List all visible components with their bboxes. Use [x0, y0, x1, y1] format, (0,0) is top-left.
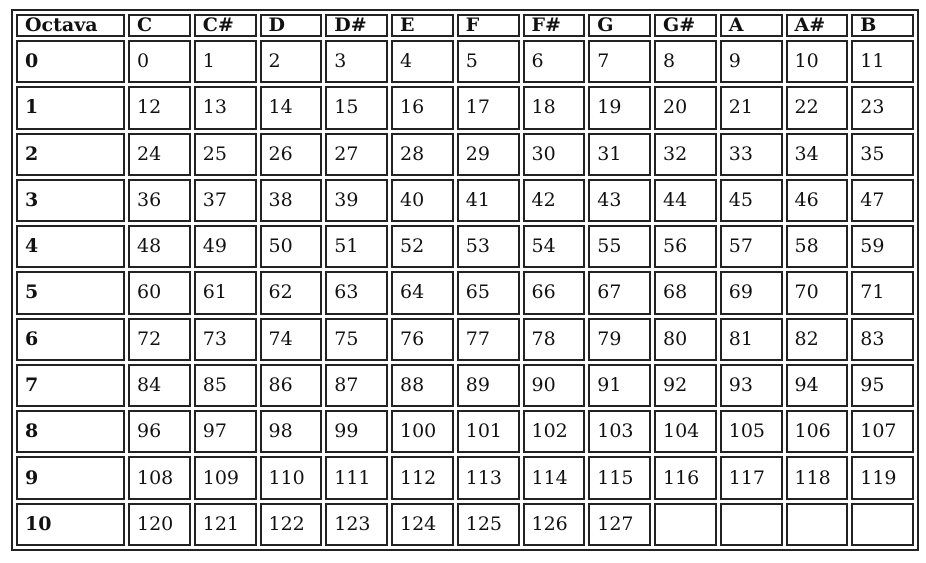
note-number-cell: 86: [260, 364, 323, 407]
table-row: [16, 40, 914, 83]
octave-cell: 4: [16, 225, 125, 268]
note-number-cell: 102: [523, 410, 586, 453]
note-number-cell: 55: [588, 225, 651, 268]
octave-cell: 0: [16, 40, 125, 83]
header-note: A: [720, 14, 783, 37]
note-number-cell: 127: [588, 503, 651, 546]
header-note: D#: [325, 14, 388, 37]
note-number-cell: 1: [194, 40, 257, 83]
note-number-cell: 40: [391, 179, 454, 222]
table-row: [16, 364, 914, 407]
note-number-cell: 61: [194, 271, 257, 314]
note-number-cell: 83: [851, 318, 914, 361]
table-row: [16, 456, 914, 499]
note-number-cell: 63: [325, 271, 388, 314]
note-number-cell: 31: [588, 133, 651, 176]
note-number-cell: 24: [128, 133, 191, 176]
note-number-cell: 111: [325, 456, 388, 499]
note-number-cell: 37: [194, 179, 257, 222]
table-row: [16, 133, 914, 176]
note-number-cell: 28: [391, 133, 454, 176]
note-number-cell: 68: [654, 271, 717, 314]
note-number-cell: 58: [786, 225, 849, 268]
note-number-cell: 41: [457, 179, 520, 222]
note-number-cell: 59: [851, 225, 914, 268]
note-number-cell: 118: [786, 456, 849, 499]
octave-cell: 5: [16, 271, 125, 314]
note-number-cell: 10: [786, 40, 849, 83]
table-row: [16, 271, 914, 314]
note-number-cell: 80: [654, 318, 717, 361]
note-number-cell: 107: [851, 410, 914, 453]
header-note: G: [588, 14, 651, 37]
octave-cell: 6: [16, 318, 125, 361]
note-number-cell: 29: [457, 133, 520, 176]
note-number-cell: 71: [851, 271, 914, 314]
note-number-cell: 117: [720, 456, 783, 499]
note-number-cell: 32: [654, 133, 717, 176]
note-number-cell: 122: [260, 503, 323, 546]
note-number-cell: 27: [325, 133, 388, 176]
note-number-cell: 104: [654, 410, 717, 453]
header-note: F: [457, 14, 520, 37]
note-number-cell: 97: [194, 410, 257, 453]
header-note: B: [851, 14, 914, 37]
header-note: C: [128, 14, 191, 37]
octave-cell: 3: [16, 179, 125, 222]
note-number-cell: 33: [720, 133, 783, 176]
note-number-cell: 49: [194, 225, 257, 268]
table-body: [16, 40, 914, 546]
note-number-cell: 21: [720, 86, 783, 129]
empty-cell: [720, 503, 783, 546]
note-number-cell: 66: [523, 271, 586, 314]
note-number-cell: 120: [128, 503, 191, 546]
note-number-cell: 114: [523, 456, 586, 499]
note-number-cell: 39: [325, 179, 388, 222]
note-number-cell: 19: [588, 86, 651, 129]
note-number-cell: 20: [654, 86, 717, 129]
note-number-cell: 14: [260, 86, 323, 129]
note-number-cell: 87: [325, 364, 388, 407]
note-number-cell: 116: [654, 456, 717, 499]
note-number-cell: 2: [260, 40, 323, 83]
table-row: [16, 179, 914, 222]
table-row: [16, 503, 914, 546]
note-number-cell: 113: [457, 456, 520, 499]
note-number-cell: 76: [391, 318, 454, 361]
note-number-cell: 12: [128, 86, 191, 129]
note-number-cell: 43: [588, 179, 651, 222]
note-number-cell: 70: [786, 271, 849, 314]
note-number-cell: 35: [851, 133, 914, 176]
note-number-cell: 62: [260, 271, 323, 314]
note-number-cell: 6: [523, 40, 586, 83]
note-number-cell: 15: [325, 86, 388, 129]
note-number-cell: 78: [523, 318, 586, 361]
note-number-cell: 44: [654, 179, 717, 222]
note-number-cell: 18: [523, 86, 586, 129]
empty-cell: [786, 503, 849, 546]
note-number-cell: 5: [457, 40, 520, 83]
note-number-cell: 16: [391, 86, 454, 129]
note-number-cell: 26: [260, 133, 323, 176]
note-number-cell: 125: [457, 503, 520, 546]
note-number-cell: 36: [128, 179, 191, 222]
note-number-cell: 50: [260, 225, 323, 268]
note-number-cell: 100: [391, 410, 454, 453]
octave-cell: 8: [16, 410, 125, 453]
header-note: F#: [523, 14, 586, 37]
note-number-cell: 25: [194, 133, 257, 176]
note-number-cell: 91: [588, 364, 651, 407]
note-number-cell: 47: [851, 179, 914, 222]
note-number-cell: 94: [786, 364, 849, 407]
note-number-cell: 79: [588, 318, 651, 361]
note-number-cell: 42: [523, 179, 586, 222]
note-number-cell: 67: [588, 271, 651, 314]
note-number-cell: 54: [523, 225, 586, 268]
note-number-cell: 119: [851, 456, 914, 499]
octave-cell: 1: [16, 86, 125, 129]
empty-cell: [851, 503, 914, 546]
note-number-cell: 81: [720, 318, 783, 361]
table-row: [16, 86, 914, 129]
octave-cell: 2: [16, 133, 125, 176]
note-number-cell: 53: [457, 225, 520, 268]
note-number-cell: 4: [391, 40, 454, 83]
header-note: D: [260, 14, 323, 37]
note-number-cell: 56: [654, 225, 717, 268]
note-number-cell: 112: [391, 456, 454, 499]
note-number-cell: 45: [720, 179, 783, 222]
note-number-cell: 22: [786, 86, 849, 129]
note-number-cell: 57: [720, 225, 783, 268]
note-number-cell: 108: [128, 456, 191, 499]
note-number-cell: 13: [194, 86, 257, 129]
note-number-cell: 124: [391, 503, 454, 546]
note-number-cell: 84: [128, 364, 191, 407]
note-number-cell: 109: [194, 456, 257, 499]
note-number-cell: 74: [260, 318, 323, 361]
table-row: [16, 225, 914, 268]
note-number-cell: 72: [128, 318, 191, 361]
note-number-cell: 34: [786, 133, 849, 176]
note-number-cell: 11: [851, 40, 914, 83]
note-number-cell: 82: [786, 318, 849, 361]
octave-cell: 10: [16, 503, 125, 546]
header-note: C#: [194, 14, 257, 37]
note-number-cell: 92: [654, 364, 717, 407]
note-number-cell: 65: [457, 271, 520, 314]
note-number-cell: 38: [260, 179, 323, 222]
table-header: [16, 14, 914, 37]
note-number-cell: 90: [523, 364, 586, 407]
note-number-cell: 99: [325, 410, 388, 453]
note-number-cell: 7: [588, 40, 651, 83]
note-number-cell: 52: [391, 225, 454, 268]
note-number-cell: 95: [851, 364, 914, 407]
note-number-cell: 115: [588, 456, 651, 499]
header-note: A#: [786, 14, 849, 37]
note-number-cell: 93: [720, 364, 783, 407]
note-number-cell: 69: [720, 271, 783, 314]
note-number-cell: 123: [325, 503, 388, 546]
header-note: E: [391, 14, 454, 37]
note-number-cell: 64: [391, 271, 454, 314]
note-number-cell: 75: [325, 318, 388, 361]
note-number-cell: 96: [128, 410, 191, 453]
note-number-cell: 17: [457, 86, 520, 129]
note-number-cell: 88: [391, 364, 454, 407]
header-note: G#: [654, 14, 717, 37]
note-number-cell: 23: [851, 86, 914, 129]
note-number-cell: 30: [523, 133, 586, 176]
note-number-cell: 9: [720, 40, 783, 83]
note-number-cell: 89: [457, 364, 520, 407]
note-number-cell: 101: [457, 410, 520, 453]
header-octave: Octava: [16, 14, 125, 37]
note-number-cell: 103: [588, 410, 651, 453]
midi-note-table-frame: [11, 9, 919, 551]
note-number-cell: 77: [457, 318, 520, 361]
octave-cell: 9: [16, 456, 125, 499]
header-row: [16, 14, 914, 37]
table-row: [16, 318, 914, 361]
note-number-cell: 106: [786, 410, 849, 453]
note-number-cell: 105: [720, 410, 783, 453]
empty-cell: [654, 503, 717, 546]
note-number-cell: 121: [194, 503, 257, 546]
table-row: [16, 410, 914, 453]
note-number-cell: 51: [325, 225, 388, 268]
note-number-cell: 110: [260, 456, 323, 499]
octave-cell: 7: [16, 364, 125, 407]
note-number-cell: 0: [128, 40, 191, 83]
note-number-cell: 3: [325, 40, 388, 83]
note-number-cell: 73: [194, 318, 257, 361]
note-number-cell: 46: [786, 179, 849, 222]
note-number-cell: 98: [260, 410, 323, 453]
note-number-cell: 85: [194, 364, 257, 407]
note-number-cell: 126: [523, 503, 586, 546]
note-number-cell: 60: [128, 271, 191, 314]
note-number-cell: 8: [654, 40, 717, 83]
note-number-cell: 48: [128, 225, 191, 268]
midi-note-table: [13, 11, 917, 549]
